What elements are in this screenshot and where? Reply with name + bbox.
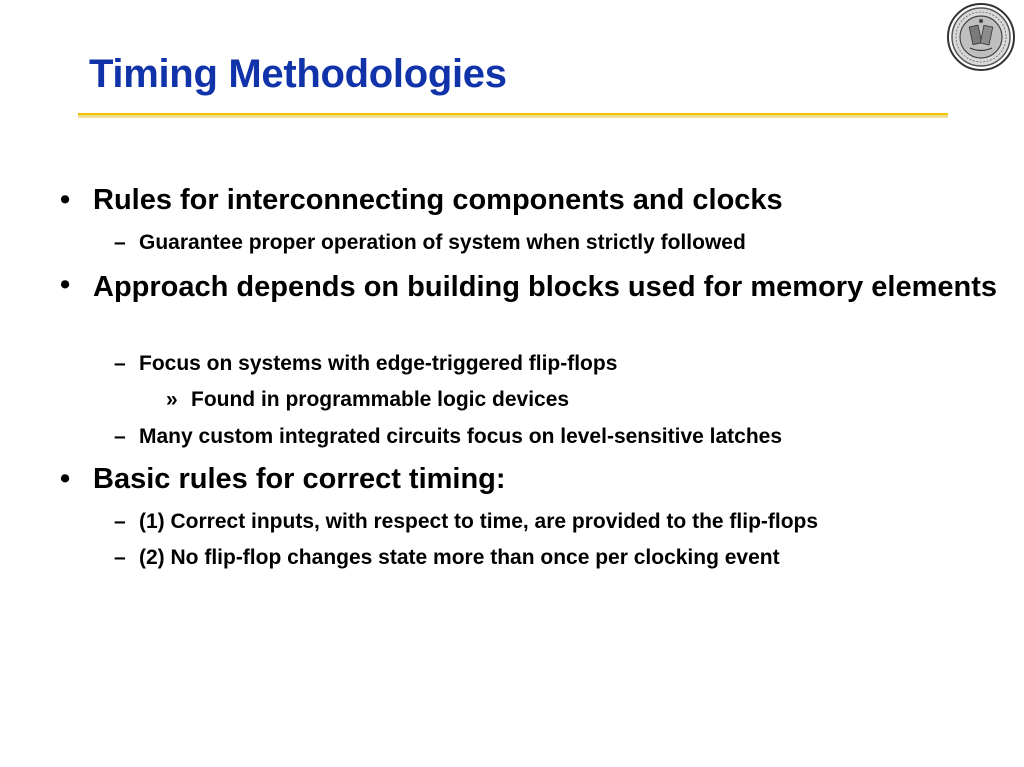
bullet-text: Basic rules for correct timing: — [93, 463, 506, 495]
sub-bullet-marker: – — [114, 510, 126, 533]
university-seal-icon — [944, 2, 1018, 72]
bullet-text: Approach depends on building blocks used for memory elements — [93, 271, 997, 303]
title-underline — [78, 113, 948, 118]
bullet-text: Rules for interconnecting components and clocks — [93, 184, 783, 216]
sub-bullet-text: Focus on systems with edge-triggered flip-flops — [139, 352, 618, 375]
bullet-marker: • — [60, 269, 71, 301]
sub-bullet-text: (2) No flip-flop changes state more than once per clocking event — [139, 546, 780, 569]
sub-bullet-text: Guarantee proper operation of system when strictly followed — [139, 231, 746, 254]
sub-bullet-marker: – — [114, 231, 126, 254]
sub-sub-bullet-marker: » — [166, 388, 178, 411]
sub-sub-bullet-text: Found in programmable logic devices — [191, 388, 570, 411]
slide-title: Timing Methodologies — [89, 52, 507, 96]
sub-bullet-marker: – — [114, 352, 126, 375]
sub-bullet-text: Many custom integrated circuits focus on level-sensitive latches — [139, 425, 783, 448]
sub-bullet-text: (1) Correct inputs, with respect to time, are provided to the flip-flops — [139, 510, 819, 533]
bullet-marker: • — [60, 184, 71, 216]
bullet-marker: • — [60, 463, 71, 495]
sub-bullet-marker: – — [114, 425, 126, 448]
sub-bullet-marker: – — [114, 546, 126, 569]
